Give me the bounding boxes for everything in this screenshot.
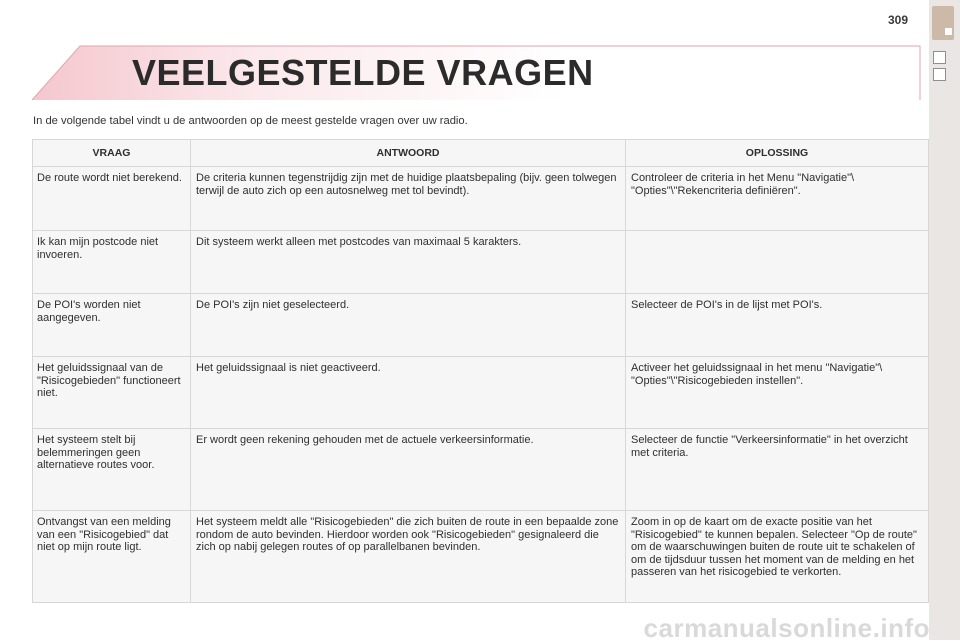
checkbox-icon: [933, 51, 946, 64]
answer-cell: Het systeem meldt alle "Risicogebieden" die zich buiten de route in een bepaalde zone rondom de auto bevinden. Hierdoor worden ook "Risicogebieden" gesignaleerd die zich op nabij gelegen routes of op parallelbanen bevinden.: [191, 511, 626, 603]
answer-cell: Er wordt geen rekening gehouden met de actuele verkeersinformatie.: [191, 429, 626, 511]
solution-cell: Controleer de criteria in het Menu "Navigatie"\ "Opties"\"Rekencriteria definiëren".: [626, 167, 929, 231]
question-cell: De POI's worden niet aangegeven.: [33, 294, 191, 357]
page-title: VEELGESTELDE VRAGEN: [132, 52, 594, 93]
question-cell: De route wordt niet berekend.: [33, 167, 191, 231]
faq-table: [32, 139, 929, 603]
answer-cell: De criteria kunnen tegenstrijdig zijn met de huidige plaatsbepaling (bijv. geen tolwegen terwijl de auto zich op een autosnelweg met tol bevindt).: [191, 167, 626, 231]
answer-cell: Het geluidssignaal is niet geactiveerd.: [191, 357, 626, 429]
watermark: carmanualsonline.info: [643, 613, 930, 643]
table-row: [33, 511, 929, 603]
question-cell: Ontvangst van een melding van een "Risicogebied" dat niet op mijn route ligt.: [33, 511, 191, 603]
solution-cell: Zoom in op de kaart om de exacte positie van het "Risicogebied" te kunnen bepalen. Selecteer "Op de route" om de waarschuwingen buiten de route uit te schakelen of om de tijdsduur tussen het moment van de melding en het passeren van het risicogebied te verkorten.: [626, 511, 929, 603]
page-number: 309: [887, 13, 908, 27]
solution-cell: Activeer het geluidssignaal in het menu "Navigatie"\ "Opties"\"Risicogebieden instellen".: [626, 357, 929, 429]
solution-cell: [626, 231, 929, 294]
intro-text: In de volgende tabel vindt u de antwoorden op de meest gestelde vragen over uw radio.: [33, 115, 468, 127]
question-cell: Het systeem stelt bij belemmeringen geen alternatieve routes voor.: [33, 429, 191, 511]
table-row: [33, 429, 929, 511]
table-row: [33, 294, 929, 357]
solution-cell: Selecteer de functie "Verkeersinformatie" in het overzicht met criteria.: [626, 429, 929, 511]
solution-cell: Selecteer de POI's in de lijst met POI's.: [626, 294, 929, 357]
table-row: [33, 357, 929, 429]
chapter-tab-marker: [932, 6, 954, 40]
answer-cell: Dit systeem werkt alleen met postcodes van maximaal 5 karakters.: [191, 231, 626, 294]
question-cell: Het geluidssignaal van de "Risicogebieden" functioneert niet.: [33, 357, 191, 429]
question-cell: Ik kan mijn postcode niet invoeren.: [33, 231, 191, 294]
table-row: [33, 231, 929, 294]
column-header-answer: ANTWOORD: [191, 140, 626, 167]
chapter-tab-strip: [929, 0, 960, 640]
table-row: [33, 167, 929, 231]
answer-cell: De POI's zijn niet geselecteerd.: [191, 294, 626, 357]
table-header-row: [33, 140, 929, 167]
column-header-question: VRAAG: [33, 140, 191, 167]
checkbox-icon: [933, 68, 946, 81]
column-header-solution: OPLOSSING: [626, 140, 929, 167]
